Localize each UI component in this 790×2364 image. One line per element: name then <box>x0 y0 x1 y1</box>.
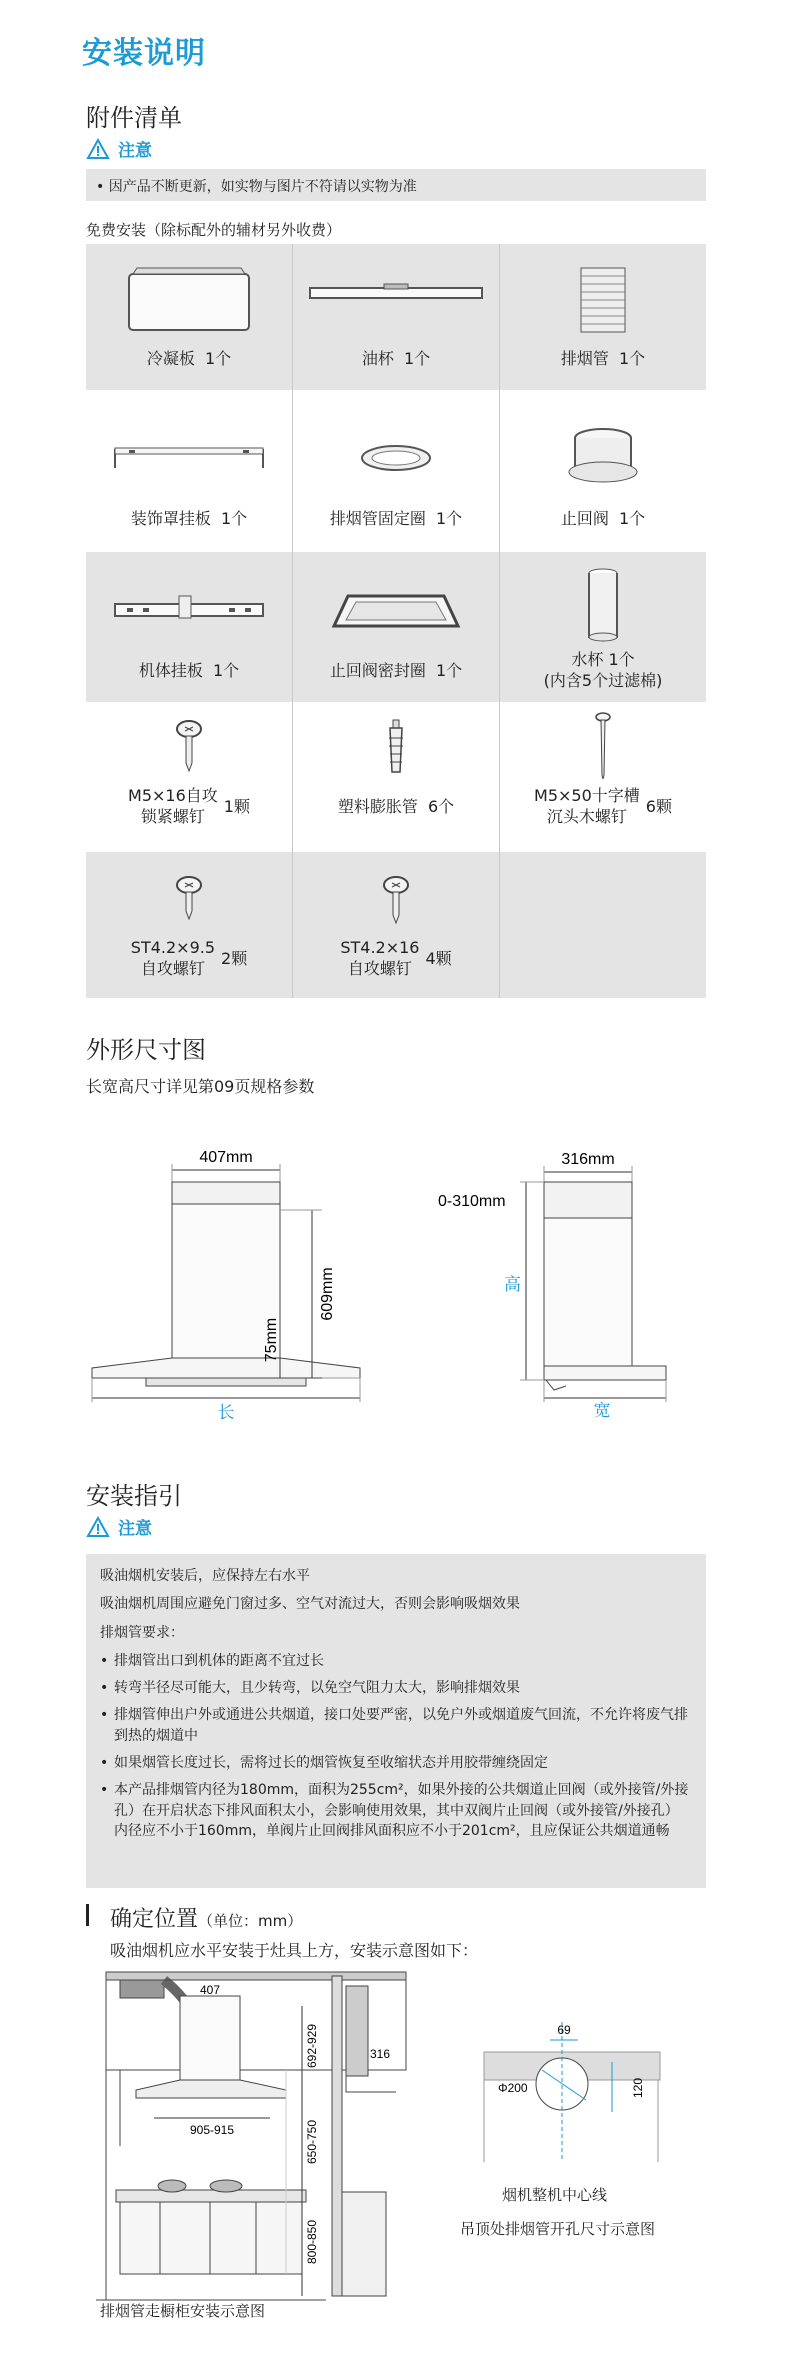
position-desc: 吸油烟机应水平安装于灶具上方，安装示意图如下： <box>110 1941 479 1960</box>
dimension-drawing <box>86 1140 706 1450</box>
dim-side-top: 316 <box>370 2047 391 2061</box>
item-check-valve: 止回阀 1个 <box>500 390 706 552</box>
guide-bullet: • 转弯半径尽可能大，且少转弯，以免空气阻力太大，影响排烟效果 <box>100 1678 692 1698</box>
guide-bullet: • 排烟管出口到机体的距离不宜过长 <box>100 1651 692 1671</box>
side-view <box>520 1166 666 1402</box>
note-label: 注意 <box>118 141 152 161</box>
exhaust-pipe-icon <box>573 264 633 336</box>
item-pipe-ring: 排烟管固定圈 1个 <box>293 390 499 552</box>
front-depth-label: 75mm <box>263 1317 280 1363</box>
item-st42x16-screw: ST4.2×16 自攻螺钉 4颗 <box>293 852 499 998</box>
dimensions-subtitle: 长宽高尺寸详见第09页规格参数 <box>86 1077 315 1096</box>
side-top-width-label: 316mm <box>561 1151 615 1168</box>
item-wood-screw: M5×50十字槽 沉头木螺钉 6颗 <box>500 702 706 852</box>
hole-diam: Φ200 <box>498 2081 528 2095</box>
item-water-cup: 水杯 1个 (内含5个过滤棉) <box>500 552 706 702</box>
note-text: • 因产品不断更新，如实物与图片不符请以实物为准 <box>86 169 706 201</box>
position-title: 确定位置（单位：mm） <box>110 1907 303 1932</box>
accessories-note <box>86 136 152 161</box>
warning-icon <box>86 1516 110 1538</box>
warning-icon <box>86 138 110 160</box>
oil-cup-icon <box>306 274 486 314</box>
guide-title: 安装指引 <box>86 1482 182 1510</box>
guide-line: 吸油烟机周围应避免门窗过多、空气对流过大，否则会影响吸烟效果 <box>100 1596 520 1613</box>
grid-divider <box>292 244 293 998</box>
screw-icon <box>174 719 204 775</box>
caption-right2: 吊顶处排烟管开孔尺寸示意图 <box>460 2220 656 2238</box>
dim-top: 407 <box>199 1983 221 1997</box>
item-st42x95-screw: ST4.2×9.5 自攻螺钉 2颗 <box>86 852 292 998</box>
item-empty <box>500 852 706 998</box>
side-adjust-label: 0-310mm <box>438 1193 506 1210</box>
condensing-plate-icon <box>119 264 259 334</box>
guide-box <box>86 1554 706 1888</box>
dim-h3: 800-850 <box>305 2219 319 2265</box>
cabinet-install-diagram <box>96 1966 416 2306</box>
hole-h: 120 <box>631 2077 645 2099</box>
item-oil-cup: 油杯 1个 <box>293 244 499 390</box>
free-install-text: 免费安装（除标配外的辅材另外收费） <box>86 221 342 239</box>
item-cover-hanger: 装饰罩挂板 1个 <box>86 390 292 552</box>
grid-divider <box>499 244 500 998</box>
item-condensing-plate: 冷凝板 1个 <box>86 244 292 390</box>
screw-icon <box>174 875 204 923</box>
side-height-label: 高 <box>504 1275 521 1294</box>
caption-left: 排烟管走橱柜安装示意图 <box>100 2302 266 2320</box>
side-width-label: 宽 <box>593 1401 611 1420</box>
title-bar <box>86 1904 89 1926</box>
dim-h2: 650-750 <box>305 2119 319 2165</box>
valve-seal-icon <box>326 590 466 634</box>
note-label: 注意 <box>118 1519 152 1539</box>
guide-line: 排烟管要求： <box>100 1624 184 1641</box>
guide-note <box>86 1514 152 1539</box>
cover-hanger-icon <box>109 438 269 478</box>
dim-w: 905-915 <box>189 2123 235 2137</box>
item-m5x16-screw: M5×16自攻 锁紧螺钉 1颗 <box>86 702 292 852</box>
page-title: 安装说明 <box>82 36 206 71</box>
accessories-title: 附件清单 <box>86 104 182 132</box>
item-exhaust-pipe: 排烟管 1个 <box>500 244 706 390</box>
screw-icon <box>381 875 411 927</box>
guide-line: 吸油烟机安装后，应保持左右水平 <box>100 1568 310 1584</box>
guide-bullet: • 本产品排烟管内径为180mm，面积为255cm²，如果外接的公共烟道止回阀（或外接管/外接孔）在开启状态下排风面积太小，会影响使用效果，其中双阀片止回阀（或外接管/外接孔）内径应不小于160mm，单阀片止回阀排风面积应不小于201cm²，且应保证公共烟道通畅 <box>100 1780 692 1841</box>
item-body-hanger: 机体挂板 1个 <box>86 552 292 702</box>
front-length-label: 长 <box>217 1403 235 1422</box>
front-top-width-label: 407mm <box>199 1149 253 1166</box>
item-expansion-tube: 塑料膨胀管 6个 <box>293 702 499 852</box>
hole-d: 69 <box>557 2023 571 2037</box>
dimensions-title: 外形尺寸图 <box>86 1036 206 1064</box>
water-cup-icon <box>583 565 623 645</box>
guide-bullet: • 如果烟管长度过长，需将过长的烟管恢复至收缩状态并用胶带缠绕固定 <box>100 1753 692 1773</box>
item-valve-seal: 止回阀密封圈 1个 <box>293 552 499 702</box>
hole-diagram <box>482 2012 662 2172</box>
expansion-tube-icon <box>384 718 408 778</box>
accessories-grid <box>86 244 706 1004</box>
check-valve-icon <box>563 424 643 494</box>
body-hanger-icon <box>109 590 269 630</box>
guide-bullet: • 排烟管伸出户外或通进公共烟道，接口处要严密，以免户外或烟道废气回流，不允许将废气排到热的烟道中 <box>100 1705 692 1746</box>
front-height-label: 609mm <box>319 1267 336 1321</box>
pipe-ring-icon <box>356 438 436 478</box>
wood-screw-icon <box>593 711 613 781</box>
dim-h1: 692-929 <box>305 2023 319 2069</box>
caption-right1: 烟机整机中心线 <box>502 2186 608 2204</box>
